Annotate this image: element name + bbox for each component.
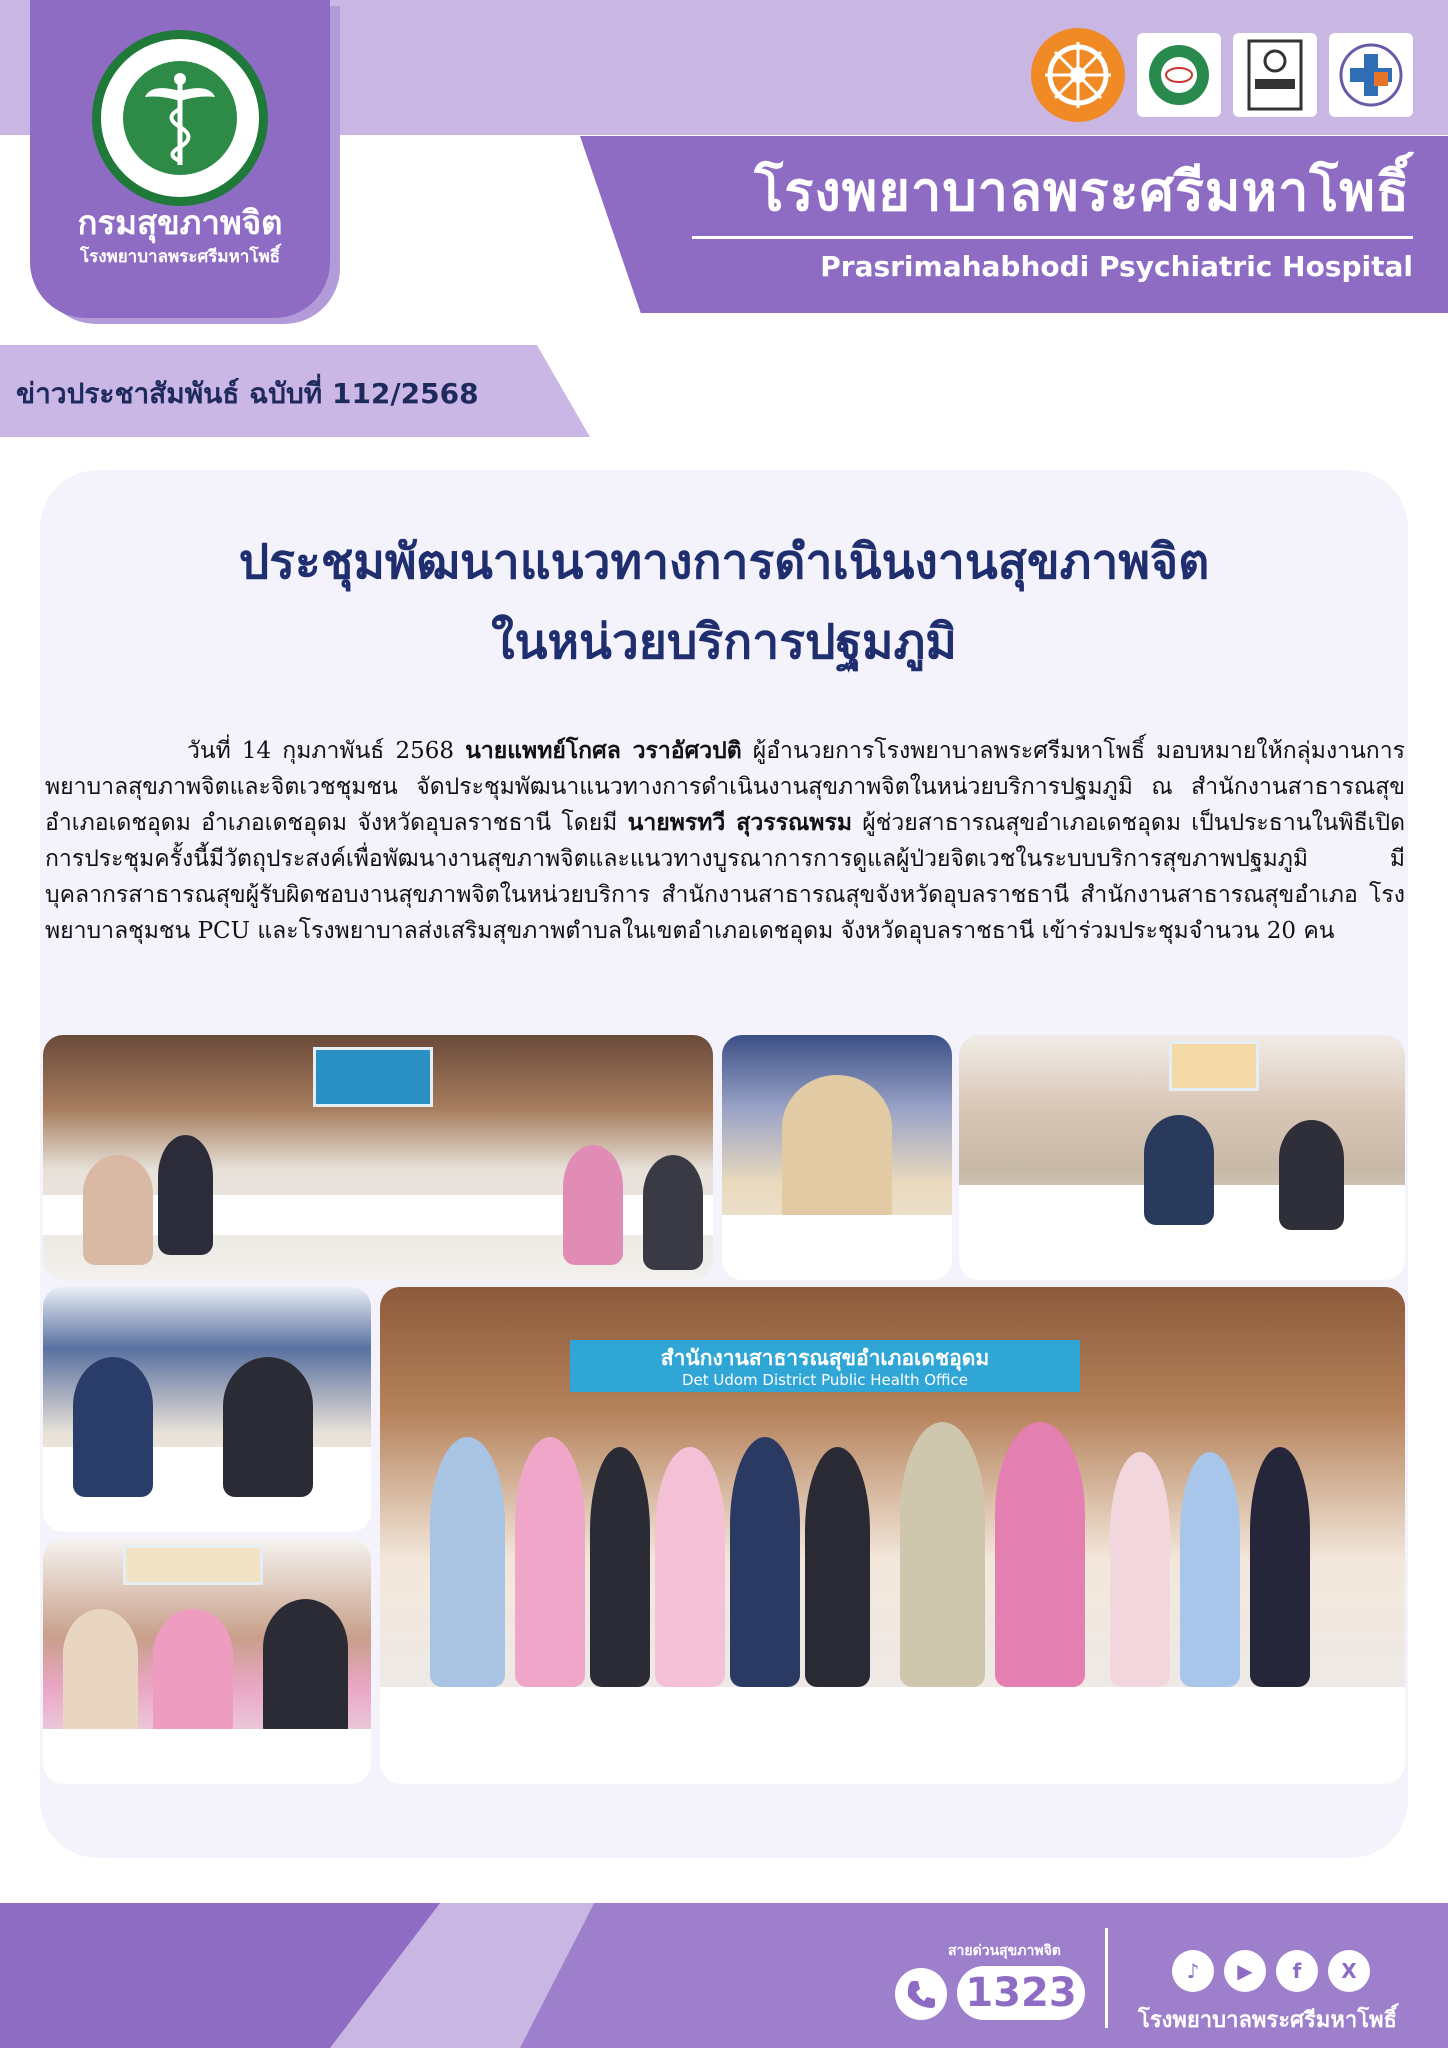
caduceus-icon	[101, 39, 259, 197]
body-text-2: ผู้อำนวยการโรงพยาบาลพระศรีมหาโพธิ์ มอบหมายให้กลุ่มงานการพยาบาลสุขภาพจิตและจิตเวชชุมชน จัดประชุมพัฒนาแนวทางการดำเนินงานสุขภาพจิตในหน่วยบริการปฐมภูมิ ณ สำนักงานสาธารณสุขอำเภอเดชอุดม อำเภอเดชอุดม จังหวัดอุบลราชธานี โดยมี	[45, 738, 1406, 836]
body-text-1: วันที่ 14 กุมภาพันธ์ 2568	[187, 738, 466, 764]
photo-group-picture	[380, 1287, 1405, 1784]
dharma-wheel-logo	[1031, 28, 1125, 122]
chairperson-name: นายพรทวี สุวรรณพรม	[627, 809, 852, 836]
healthcare-accreditation-logo	[1329, 33, 1413, 117]
photo-chairperson-speaking	[722, 1035, 952, 1280]
hospital-name-english: Prasrimahabhodi Psychiatric Hospital	[820, 250, 1413, 283]
ukas-certification-logo	[1233, 33, 1317, 117]
footer-divider	[1105, 1928, 1108, 2028]
department-name: กรมสุขภาพจิต	[77, 203, 283, 242]
hotline-label: สายด่วนสุขภาพจิต	[948, 1943, 1061, 1959]
headline-line-2: ในหน่วยบริการปฐมภูมิ	[491, 614, 957, 670]
logo-hospital-name: โรงพยาบาลพระศรีมหาโพธิ์	[79, 247, 281, 267]
group-photo-banner	[570, 1340, 1080, 1392]
news-headline	[40, 522, 1408, 682]
social-media-icons	[1172, 1950, 1370, 1992]
issue-number: ข่าวประชาสัมพันธ์ ฉบับที่ 112/2568	[16, 377, 479, 410]
ministry-logo-tab	[30, 0, 330, 318]
banner-thai-text: สำนักงานสาธารณสุขอำเภอเดชอุดม	[660, 1346, 990, 1370]
hospital-name-thai: โรงพยาบาลพระศรีมหาโพธิ์	[754, 160, 1410, 223]
tiktok-icon[interactable]: ♪	[1172, 1950, 1214, 1992]
banner-english-text: Det Udom District Public Health Office	[681, 1371, 969, 1389]
photo-two-participants	[43, 1287, 371, 1532]
photo-three-participants	[43, 1539, 371, 1784]
phone-icon	[895, 1968, 947, 2020]
headline-line-1: ประชุมพัฒนาแนวทางการดำเนินงานสุขภาพจิต	[238, 534, 1210, 590]
ministry-seal-logo	[92, 30, 268, 206]
hotline-number[interactable]: 1323	[957, 1966, 1085, 2020]
photo-meeting-room-wide	[43, 1035, 713, 1280]
footer-hospital-name: โรงพยาบาลพระศรีมหาโพธิ์	[1138, 2008, 1397, 2033]
director-name: นายแพทย์โกศล วราอัศวปติ	[465, 737, 742, 764]
certification-logos	[1031, 28, 1413, 122]
banner-divider	[692, 236, 1413, 239]
youtube-icon[interactable]: ▶	[1224, 1950, 1266, 1992]
photo-participants-laptops	[959, 1035, 1405, 1280]
body-text-3: ผู้ช่วยสาธารณสุขอำเภอเดชอุดม เป็นประธานในพิธีเปิด การประชุมครั้งนี้มีวัตถุประสงค์เพื่อพัฒนางานสุขภาพจิตและแนวทางบูรณาการการดูแลผู้ป่วยจิตเวชในระบบบริการสุขภาพปฐมภูมิ มีบุคลากรสาธารณสุขผู้รับผิดชอบงานสุขภาพจิตในหน่วยบริการ สำนักงานสาธารณสุขจังหวัดอุบลราชธานี สำนักงานสาธารณสุขอำเภอ โรงพยาบาลชุมชน PCU และโรงพยาบาลส่งเสริมสุขภาพตำบลในเขตอำเภอเดชอุดม จังหวัดอุบลราชธานี เข้าร่วมประชุมจำนวน 20 คน	[45, 810, 1406, 944]
x-icon[interactable]: X	[1328, 1950, 1370, 1992]
facebook-icon[interactable]: f	[1276, 1950, 1318, 1992]
news-body	[45, 733, 1405, 949]
urs-certification-logo	[1137, 33, 1221, 117]
